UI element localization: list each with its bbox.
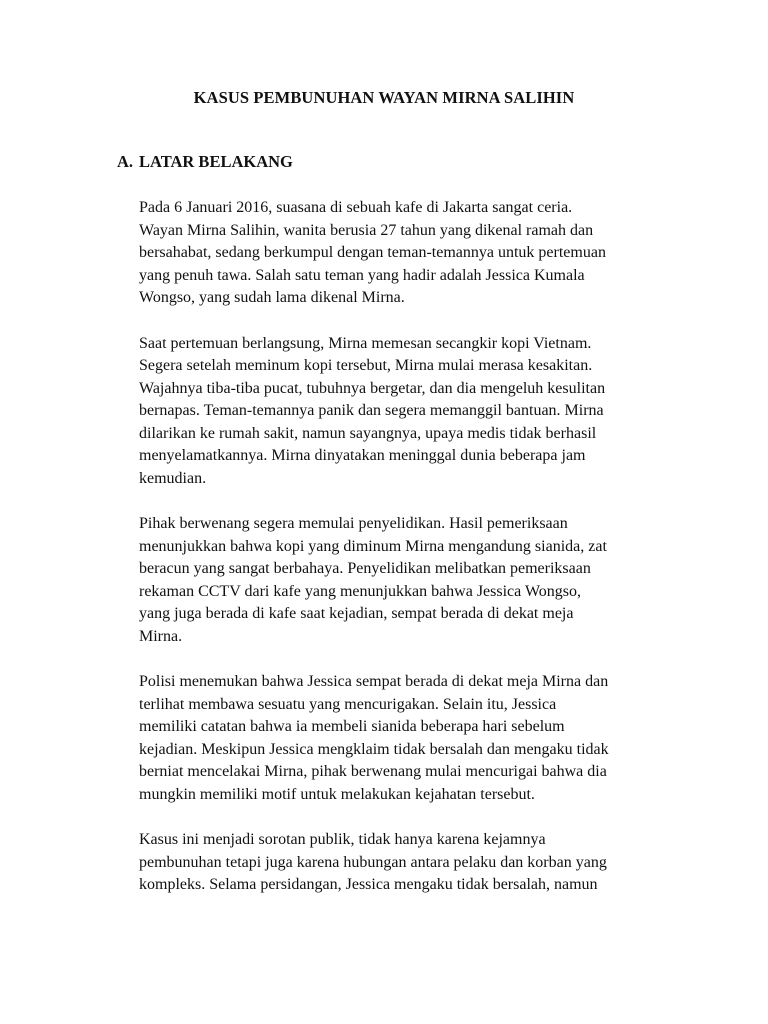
- paragraph-line: Wongso, yang sudah lama dikenal Mirna.: [139, 289, 405, 306]
- paragraph-line: bernapas. Teman-temannya panik dan segera memanggil bantuan. Mirna: [139, 402, 604, 419]
- paragraph-line: memiliki catatan bahwa ia membeli sianida beberapa hari sebelum: [139, 718, 565, 735]
- paragraph-line: Segera setelah meminum kopi tersebut, Mirna mulai merasa kesakitan.: [139, 357, 593, 374]
- paragraph-line: Wayan Mirna Salihin, wanita berusia 27 tahun yang dikenal ramah dan: [139, 221, 594, 239]
- section-number: A.: [117, 152, 134, 171]
- paragraph-line: dilarikan ke rumah sakit, namun sayangnya, upaya medis tidak berhasil: [139, 424, 597, 442]
- paragraph-line: terlihat membawa sesuatu yang mencurigakan. Selain itu, Jessica: [139, 695, 557, 713]
- paragraph-line: berniat mencelakai Mirna, pihak berwenang mulai mencurigai bahwa dia: [139, 763, 607, 780]
- paragraph: [139, 829, 679, 897]
- paragraph-line: kejadian. Meskipun Jessica mengklaim tidak bersalah dan mengaku tidak: [139, 740, 609, 758]
- paragraph: [139, 513, 679, 648]
- paragraph-line: Kasus ini menjadi sorotan publik, tidak hanya karena kejamnya: [139, 831, 546, 848]
- section-heading: [117, 151, 293, 173]
- paragraph-line: Pihak berwenang segera memulai penyelidikan. Hasil pemeriksaan: [139, 515, 568, 532]
- paragraph-line: beracun yang sangat berbahaya. Penyelidikan melibatkan pemeriksaan: [139, 560, 591, 577]
- paragraph-line: kemudian.: [139, 469, 207, 487]
- paragraph-line: yang juga berada di kafe saat kejadian, sempat berada di dekat meja: [139, 605, 574, 622]
- paragraph: [139, 333, 679, 491]
- body-text: [139, 197, 679, 920]
- paragraph-line: mungkin memiliki motif untuk melakukan kejahatan tersebut.: [139, 785, 535, 803]
- paragraph-line: Wajahnya tiba-tiba pucat, tubuhnya bergetar, dan dia mengeluh kesulitan: [139, 379, 606, 397]
- paragraph: [139, 197, 679, 310]
- paragraph-line: menunjukkan bahwa kopi yang diminum Mirna mengandung sianida, zat: [139, 537, 607, 555]
- paragraph-line: rekaman CCTV dari kafe yang menunjukkan bahwa Jessica Wongso,: [139, 582, 582, 600]
- paragraph-line: Saat pertemuan berlangsung, Mirna memesan secangkir kopi Vietnam.: [139, 334, 592, 352]
- paragraph-line: bersahabat, sedang berkumpul dengan teman-temannya untuk pertemuan: [139, 244, 606, 261]
- paragraph-line: Pada 6 Januari 2016, suasana di sebuah kafe di Jakarta sangat ceria.: [139, 199, 573, 216]
- paragraph-line: menyelamatkannya. Mirna dinyatakan meninggal dunia beberapa jam: [139, 447, 586, 464]
- document-title: KASUS PEMBUNUHAN WAYAN MIRNA SALIHIN: [193, 88, 575, 107]
- paragraph: [139, 671, 679, 806]
- paragraph-line: Polisi menemukan bahwa Jessica sempat berada di dekat meja Mirna dan: [139, 673, 609, 690]
- paragraph-line: yang penuh tawa. Salah satu teman yang hadir adalah Jessica Kumala: [139, 266, 585, 284]
- section-title: LATAR BELAKANG: [139, 152, 293, 171]
- paragraph-line: pembunuhan tetapi juga karena hubungan antara pelaku dan korban yang: [139, 853, 607, 871]
- paragraph-line: Mirna.: [139, 627, 183, 645]
- paragraph-line: kompleks. Selama persidangan, Jessica mengaku tidak bersalah, namun: [139, 876, 598, 893]
